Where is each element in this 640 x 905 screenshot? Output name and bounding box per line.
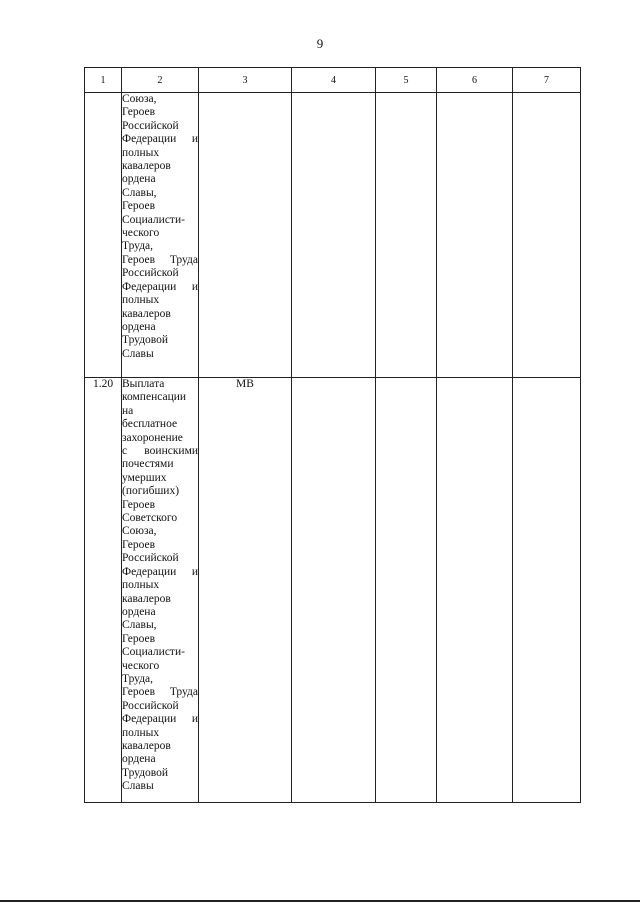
header-cell-5: 5 — [376, 68, 437, 93]
header-cell-2: 2 — [122, 68, 199, 93]
description-line: Трудовой — [122, 334, 169, 347]
description-line: ордена — [122, 605, 156, 618]
description-line: на — [122, 404, 134, 417]
description-cell — [122, 378, 199, 803]
description-line: полных — [122, 294, 160, 307]
description-line: Советского — [122, 512, 178, 525]
description-line: Героев — [122, 632, 156, 645]
description-line: Героев Труда — [122, 253, 198, 266]
description-line: Российской — [122, 267, 179, 280]
col3-cell: МВ — [199, 378, 292, 803]
description-line: кавалеров — [122, 160, 171, 173]
description-line: (погибших) — [122, 485, 180, 498]
description-line: полных — [122, 146, 160, 159]
description-line: Социалисти- — [122, 646, 185, 659]
description-line: Российской — [122, 119, 179, 132]
description-line: Союза, — [122, 93, 157, 105]
description-line: Труда, — [122, 240, 154, 253]
header-row — [85, 68, 581, 93]
description-line: Героев — [122, 200, 156, 213]
col4-cell — [292, 93, 376, 378]
col7-cell — [513, 378, 581, 803]
header-cell-4: 4 — [292, 68, 376, 93]
table-row — [85, 93, 581, 378]
header-cell-7: 7 — [513, 68, 581, 93]
description-line: Славы — [122, 347, 154, 360]
description-line: Федерации и — [122, 133, 198, 146]
description-line: ческого — [122, 659, 160, 672]
col5-cell — [376, 93, 437, 378]
header-cell-6: 6 — [437, 68, 513, 93]
description-line: Героев — [122, 106, 156, 119]
row-number-cell: 1.20 — [85, 378, 122, 803]
description-line: бесплатное — [122, 418, 178, 431]
description-line: Выплата — [122, 378, 165, 390]
description-line: ордена — [122, 320, 156, 333]
col6-cell — [437, 378, 513, 803]
description-line: Славы, — [122, 619, 157, 632]
col5-cell — [376, 378, 437, 803]
col4-cell — [292, 378, 376, 803]
description-line: Славы — [122, 780, 154, 793]
bottom-rule — [0, 900, 640, 902]
document-table — [84, 67, 581, 803]
description-line: кавалеров — [122, 739, 171, 752]
description-line: умерших — [122, 471, 167, 484]
description-line: Российской — [122, 699, 179, 712]
description-line: Героев — [122, 538, 156, 551]
description-line: Славы, — [122, 186, 157, 199]
description-line: Героев Труда — [122, 686, 198, 699]
description-line: Трудовой — [122, 766, 169, 779]
description-line: кавалеров — [122, 307, 171, 320]
description-line: полных — [122, 579, 160, 592]
description-line: Социалисти- — [122, 213, 185, 226]
col6-cell — [437, 93, 513, 378]
description-cell — [122, 93, 199, 378]
header-cell-3: 3 — [199, 68, 292, 93]
description-line: Героев — [122, 498, 156, 511]
description-line: захоронение — [122, 431, 183, 444]
description-line: почестями — [122, 458, 174, 471]
description-line: Федерации и — [122, 713, 198, 726]
page-number: 9 — [316, 36, 324, 51]
table-row — [85, 378, 581, 803]
description-line: Труда, — [122, 672, 154, 685]
description-line: ордена — [122, 753, 156, 766]
col7-cell — [513, 93, 581, 378]
header-cell-1: 1 — [85, 68, 122, 93]
description-line: ордена — [122, 173, 156, 186]
col3-cell — [199, 93, 292, 378]
description-line: Федерации и — [122, 565, 198, 578]
description-line: Союза, — [122, 525, 157, 538]
description-line: ческого — [122, 227, 160, 240]
description-line: полных — [122, 726, 160, 739]
description-line: с воинскими — [122, 445, 198, 458]
description-line: кавалеров — [122, 592, 171, 605]
description-line: Российской — [122, 552, 179, 565]
description-line: компенсации — [122, 391, 187, 404]
row-number-cell — [85, 93, 122, 378]
description-line: Федерации и — [122, 280, 198, 293]
